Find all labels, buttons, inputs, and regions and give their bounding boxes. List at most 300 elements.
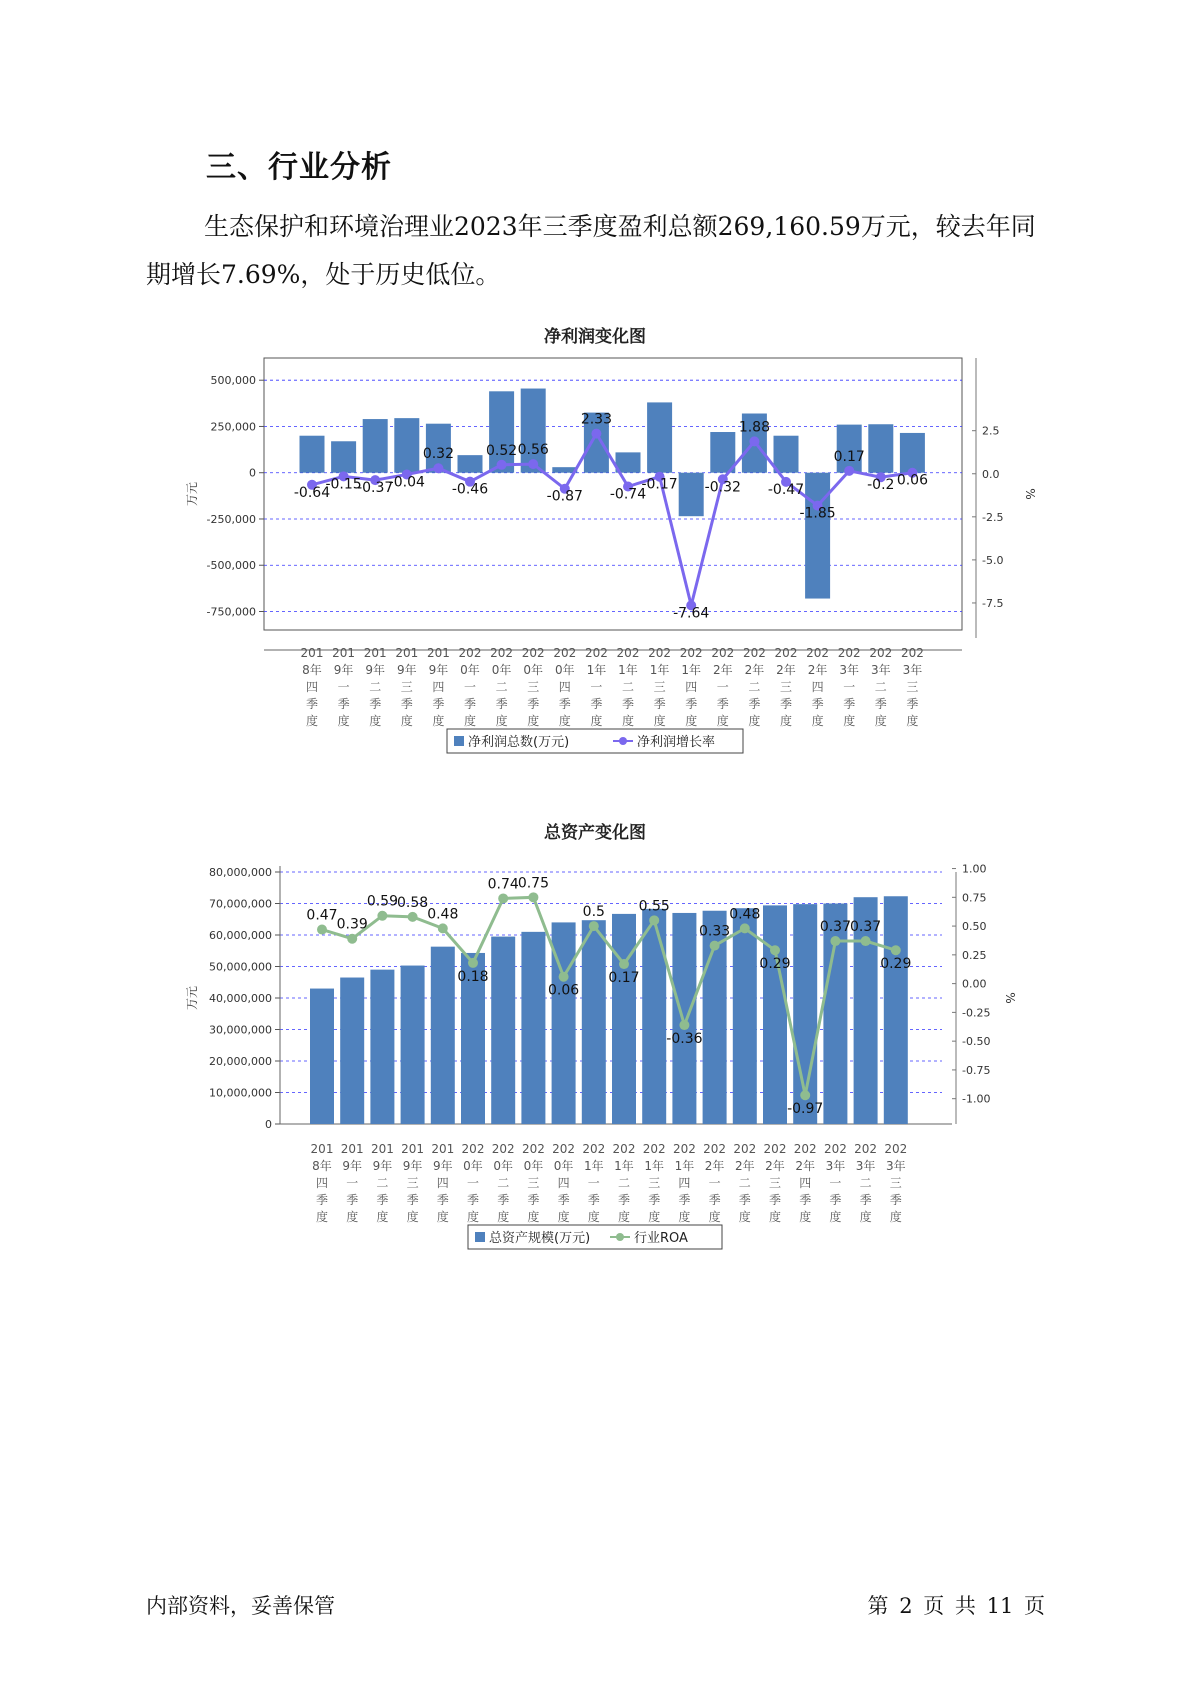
category-label: 一 [716, 680, 729, 694]
category-label: 2年 [704, 1159, 725, 1173]
category-label: 四 [315, 1176, 329, 1190]
bar [331, 441, 356, 472]
category-label: 季 [843, 697, 856, 711]
category-label: 201 [340, 1142, 364, 1156]
category-label: 202 [584, 646, 608, 660]
category-label: 2年 [734, 1159, 755, 1173]
data-label: -0.36 [666, 1031, 703, 1048]
category-label: 一 [337, 680, 350, 694]
category-label: 2年 [776, 663, 796, 677]
category-label: 度 [466, 1210, 480, 1224]
line-point [740, 923, 750, 933]
category-label: 三 [889, 1176, 902, 1190]
bar [363, 419, 388, 473]
data-label: -0.74 [609, 486, 647, 503]
bar [868, 424, 893, 472]
legend-line-marker [616, 1233, 624, 1241]
line-point [498, 893, 508, 903]
category-label: 季 [738, 1193, 751, 1207]
y2-tick-label: -1.00 [962, 1092, 991, 1106]
bar [582, 920, 606, 1124]
category-label: 9年 [402, 1159, 423, 1173]
line-point [679, 1020, 689, 1030]
category-label: 季 [685, 697, 698, 711]
category-label: 度 [590, 714, 603, 728]
category-label: 202 [521, 646, 545, 660]
y-tick-label: 10,000,000 [209, 1086, 272, 1100]
category-label: 一 [466, 1176, 480, 1190]
category-label: 三 [653, 680, 666, 694]
category-label: 四 [685, 680, 698, 694]
category-label: 1年 [618, 663, 638, 677]
category-label: 季 [369, 697, 382, 711]
bar [491, 937, 515, 1124]
category-label: 3年 [855, 1159, 876, 1173]
line-point [377, 911, 387, 921]
section-heading: 三、行业分析 [206, 150, 392, 185]
category-label: 度 [779, 714, 793, 728]
line-point [438, 923, 448, 933]
category-label: 季 [497, 1193, 510, 1207]
net-profit-chart [0, 312, 1191, 772]
y-tick-label: -750,000 [206, 605, 256, 619]
bar [612, 914, 636, 1124]
category-label: 度 [653, 714, 666, 728]
category-label: 二 [874, 680, 887, 694]
y-tick-label: 40,000,000 [209, 992, 272, 1005]
category-label: 3年 [839, 663, 860, 677]
category-label: 季 [678, 1193, 691, 1207]
y2-tick-label: -7.5 [982, 596, 1004, 610]
category-label: 度 [497, 1210, 510, 1224]
line-point [844, 466, 854, 476]
category-label: 度 [436, 1210, 449, 1224]
legend-line-marker [619, 737, 627, 745]
data-label: -0.17 [641, 476, 678, 493]
category-label: 二 [376, 1176, 389, 1190]
category-label: 2年 [807, 663, 828, 677]
category-label: 四 [678, 1176, 691, 1190]
category-label: 202 [612, 1142, 636, 1156]
y2-tick-label: 2.5 [982, 424, 1000, 438]
category-label: 季 [799, 1193, 812, 1207]
y-tick-label: 500,000 [210, 374, 256, 388]
legend-label: 净利润总数(万元) [468, 735, 570, 750]
category-label: 季 [829, 1193, 842, 1207]
data-label: -7.64 [673, 605, 710, 622]
category-label: 202 [869, 646, 893, 660]
category-label: 202 [703, 1142, 727, 1156]
category-label: 202 [491, 1142, 515, 1156]
line-point [559, 972, 569, 982]
category-label: 9年 [372, 1159, 393, 1173]
category-label: 季 [400, 697, 413, 711]
category-label: 季 [811, 697, 824, 711]
category-label: 季 [748, 697, 761, 711]
category-label: 202 [552, 1142, 576, 1156]
category-label: 度 [527, 1210, 540, 1224]
category-label: 202 [733, 1142, 757, 1156]
category-label: 季 [859, 1193, 872, 1207]
category-label: 季 [376, 1193, 389, 1207]
category-label: 201 [370, 1142, 394, 1156]
category-label: 202 [900, 646, 924, 660]
category-label: 季 [590, 697, 603, 711]
y-tick-label: 80,000,000 [209, 866, 272, 879]
category-label: 四 [436, 1176, 449, 1190]
category-label: 1年 [649, 663, 670, 677]
category-label: 季 [315, 1193, 329, 1207]
category-label: 度 [843, 714, 856, 728]
category-label: 8年 [302, 663, 322, 677]
bar [340, 978, 364, 1124]
category-label: 9年 [396, 663, 417, 677]
category-label: 202 [763, 1142, 787, 1156]
category-label: 四 [557, 1176, 570, 1190]
category-label: 202 [774, 646, 798, 660]
data-label: -0.04 [388, 474, 425, 491]
y-tick-label: 20,000,000 [209, 1055, 272, 1068]
category-label: 201 [300, 646, 324, 660]
line-point [589, 921, 599, 931]
category-label: 度 [708, 1210, 721, 1224]
category-label: 3年 [885, 1159, 906, 1173]
line-point [317, 925, 327, 935]
category-label: 度 [748, 714, 761, 728]
data-label: 0.74 [487, 876, 519, 893]
category-label: 季 [621, 697, 635, 711]
category-label: 3年 [825, 1159, 846, 1173]
category-label: 202 [458, 646, 482, 660]
category-label: 季 [889, 1193, 902, 1207]
category-label: 二 [617, 1176, 631, 1190]
category-label: 2年 [765, 1159, 785, 1173]
category-label: 季 [557, 1193, 570, 1207]
category-label: 9年 [333, 663, 354, 677]
chart-title: 总资产变化图 [544, 823, 646, 843]
category-label: 0年 [554, 663, 575, 677]
category-label: 度 [738, 1210, 751, 1224]
category-label: 9年 [365, 663, 386, 677]
line-point [710, 941, 720, 951]
category-label: 202 [806, 646, 830, 660]
category-label: 度 [558, 714, 571, 728]
category-label: 度 [648, 1210, 661, 1224]
data-label: 0.17 [833, 448, 865, 465]
category-label: 1年 [614, 1159, 634, 1173]
data-label: 0.18 [457, 968, 489, 985]
category-label: 季 [768, 1193, 782, 1207]
category-label: 202 [679, 646, 703, 660]
category-label: 202 [648, 646, 672, 660]
y2-tick-label: 0.50 [962, 920, 987, 934]
category-label: 季 [558, 697, 571, 711]
y2-tick-label: 0.0 [982, 467, 1000, 481]
category-label: 0年 [523, 663, 544, 677]
data-label: 0.48 [427, 906, 459, 923]
category-label: 度 [874, 714, 887, 728]
y2-tick-label: -2.5 [982, 510, 1004, 524]
category-label: 季 [874, 697, 887, 711]
category-label: 一 [843, 680, 856, 694]
category-label: 202 [672, 1142, 696, 1156]
category-label: 二 [859, 1176, 872, 1190]
category-label: 度 [811, 714, 824, 728]
category-label: 201 [395, 646, 419, 660]
bar [401, 966, 425, 1124]
data-label: 0.48 [729, 906, 761, 923]
category-label: 度 [495, 714, 508, 728]
category-label: 二 [748, 680, 761, 694]
category-label: 1年 [583, 1159, 604, 1173]
category-label: 季 [436, 1193, 449, 1207]
bar [733, 908, 757, 1124]
category-label: 0年 [553, 1159, 574, 1173]
data-label: 0.29 [880, 956, 912, 973]
data-label: 1.88 [738, 419, 770, 436]
y2-tick-label: 1.00 [962, 862, 987, 876]
category-label: 季 [495, 697, 508, 711]
category-label: 三 [406, 1176, 419, 1190]
category-label: 2年 [744, 663, 765, 677]
line-point [591, 429, 601, 439]
data-label: -0.46 [451, 481, 489, 498]
y-tick-label: 0 [249, 466, 256, 480]
bar [521, 932, 545, 1124]
category-label: 季 [346, 1193, 359, 1207]
category-label: 二 [621, 680, 635, 694]
category-label: 1年 [586, 663, 607, 677]
category-label: 3年 [870, 663, 891, 677]
data-label: 0.06 [548, 982, 580, 999]
category-label: 三 [527, 1176, 540, 1190]
legend-label: 净利润增长率 [637, 735, 716, 750]
line-point [468, 958, 478, 968]
category-label: 季 [466, 1193, 480, 1207]
data-label: -0.37 [357, 480, 394, 497]
category-label: 1年 [644, 1159, 665, 1173]
category-label: 三 [768, 1176, 782, 1190]
legend-bar-swatch [454, 736, 464, 746]
data-label: -0.64 [293, 484, 331, 501]
line-point [861, 936, 871, 946]
category-label: 季 [653, 697, 666, 711]
data-label: 0.56 [517, 442, 549, 459]
category-label: 度 [889, 1210, 902, 1224]
y-tick-label: -500,000 [206, 559, 256, 573]
category-label: 度 [685, 714, 698, 728]
data-label: 0.29 [759, 956, 791, 973]
category-label: 202 [616, 646, 640, 660]
y2-axis-label: % [1023, 488, 1037, 500]
line-point [830, 936, 840, 946]
category-label: 季 [305, 697, 319, 711]
category-label: 季 [708, 1193, 721, 1207]
category-label: 季 [527, 1193, 540, 1207]
category-label: 三 [906, 680, 919, 694]
category-label: 一 [829, 1176, 842, 1190]
line-point [800, 1090, 810, 1100]
category-label: 度 [617, 1210, 631, 1224]
bar [805, 473, 830, 599]
category-label: 二 [369, 680, 382, 694]
line-point [649, 915, 659, 925]
category-label: 度 [527, 714, 540, 728]
bar [679, 473, 704, 516]
data-label: 0.37 [819, 919, 851, 936]
category-label: 0年 [491, 663, 512, 677]
category-label: 度 [406, 1210, 419, 1224]
data-label: 0.55 [638, 898, 670, 915]
category-label: 季 [906, 697, 919, 711]
category-label: 度 [305, 714, 319, 728]
category-label: 0年 [523, 1159, 544, 1173]
line-point [408, 912, 418, 922]
bar [310, 989, 334, 1124]
category-label: 1年 [674, 1159, 695, 1173]
category-label: 度 [587, 1210, 600, 1224]
y-tick-label: 70,000,000 [209, 897, 272, 911]
category-label: 度 [369, 714, 382, 728]
y2-tick-label: 0.25 [962, 948, 987, 962]
category-label: 三 [648, 1176, 661, 1190]
y2-tick-label: -0.50 [962, 1035, 991, 1049]
bar [900, 433, 925, 473]
data-label: 0.37 [850, 919, 882, 936]
y-tick-label: 50,000,000 [209, 960, 272, 974]
y-axis-label: 万元 [185, 985, 199, 1011]
legend-label: 总资产规模(万元) [489, 1231, 591, 1246]
category-label: 三 [779, 680, 793, 694]
data-label: 0.47 [306, 907, 338, 924]
category-label: 201 [332, 646, 356, 660]
chart-title: 净利润变化图 [544, 327, 646, 347]
category-label: 202 [553, 646, 577, 660]
data-label: 0.39 [336, 916, 368, 933]
data-label: -0.97 [787, 1101, 824, 1118]
category-label: 202 [823, 1142, 847, 1156]
category-label: 201 [363, 646, 387, 660]
category-label: 一 [346, 1176, 359, 1190]
y-axis-label: 万元 [185, 481, 199, 507]
data-label: 0.75 [517, 875, 549, 892]
bar [370, 970, 394, 1124]
category-label: 季 [779, 697, 793, 711]
data-label: -0.32 [704, 479, 741, 496]
category-label: 季 [463, 697, 477, 711]
category-label: 二 [738, 1176, 751, 1190]
category-label: 度 [829, 1210, 842, 1224]
category-label: 四 [558, 680, 571, 694]
data-label: 0.59 [366, 893, 398, 910]
bar [672, 913, 696, 1124]
y-tick-label: 60,000,000 [209, 929, 272, 942]
category-label: 三 [400, 680, 413, 694]
data-label: 0.5 [582, 904, 605, 921]
y2-tick-label: -0.25 [962, 1006, 991, 1020]
category-label: 四 [799, 1176, 812, 1190]
data-label: 0.58 [397, 894, 429, 911]
analysis-text: 生态保护和环境治理业2023年三季度盈利总额269,160.59万元，较去年同期增长7.69%，处于历史低位。 [146, 212, 1036, 289]
category-label: 202 [837, 646, 861, 660]
line-point [770, 945, 780, 955]
category-label: 202 [582, 1142, 606, 1156]
category-label: 202 [854, 1142, 878, 1156]
y2-axis-label: % [1003, 992, 1017, 1004]
data-label: 0.33 [699, 923, 731, 940]
category-label: 季 [587, 1193, 600, 1207]
line-point [528, 892, 538, 902]
category-label: 四 [811, 680, 824, 694]
bar [774, 436, 799, 473]
category-label: 度 [400, 714, 413, 728]
category-label: 2年 [795, 1159, 816, 1173]
y-tick-label: 250,000 [210, 420, 256, 434]
category-label: 季 [716, 697, 729, 711]
category-label: 度 [799, 1210, 812, 1224]
legend-label: 行业ROA [634, 1231, 688, 1246]
category-label: 202 [490, 646, 514, 660]
y-tick-label: 0 [265, 1118, 272, 1131]
category-label: 8年 [312, 1159, 332, 1173]
category-label: 季 [406, 1193, 419, 1207]
category-label: 度 [557, 1210, 570, 1224]
y-tick-label: -250,000 [206, 512, 256, 526]
category-label: 201 [426, 646, 450, 660]
analysis-paragraph [146, 203, 1046, 299]
y-tick-label: 30,000,000 [209, 1023, 272, 1037]
category-label: 202 [521, 1142, 545, 1156]
line-point [528, 459, 538, 469]
category-label: 二 [497, 1176, 510, 1190]
y2-tick-label: 0.00 [962, 977, 987, 991]
category-label: 2年 [712, 663, 733, 677]
category-label: 一 [463, 680, 477, 694]
line-point [891, 945, 901, 955]
category-label: 0年 [463, 1159, 483, 1173]
category-label: 度 [315, 1210, 329, 1224]
y2-tick-label: -0.75 [962, 1063, 991, 1077]
category-label: 一 [587, 1176, 600, 1190]
footer-confidential: 内部资料，妥善保管 [146, 1594, 335, 1618]
category-label: 9年 [342, 1159, 363, 1173]
bar [458, 455, 483, 473]
category-label: 202 [793, 1142, 817, 1156]
category-label: 季 [432, 697, 445, 711]
category-label: 四 [305, 680, 319, 694]
data-label: -0.87 [546, 488, 583, 505]
data-label: 0.52 [486, 442, 518, 459]
category-label: 季 [648, 1193, 661, 1207]
category-label: 0年 [460, 663, 480, 677]
legend-bar-swatch [475, 1232, 485, 1242]
data-label: -1.85 [799, 505, 836, 522]
bar [394, 418, 419, 473]
category-label: 3年 [902, 663, 923, 677]
category-label: 201 [431, 1142, 455, 1156]
category-label: 四 [432, 680, 445, 694]
category-label: 度 [768, 1210, 782, 1224]
category-label: 201 [401, 1142, 425, 1156]
bar [884, 896, 908, 1124]
category-label: 一 [590, 680, 603, 694]
line-point [497, 460, 507, 470]
category-label: 度 [376, 1210, 389, 1224]
category-label: 季 [527, 697, 540, 711]
bar [647, 402, 672, 472]
bar [431, 947, 455, 1124]
category-label: 度 [463, 714, 477, 728]
